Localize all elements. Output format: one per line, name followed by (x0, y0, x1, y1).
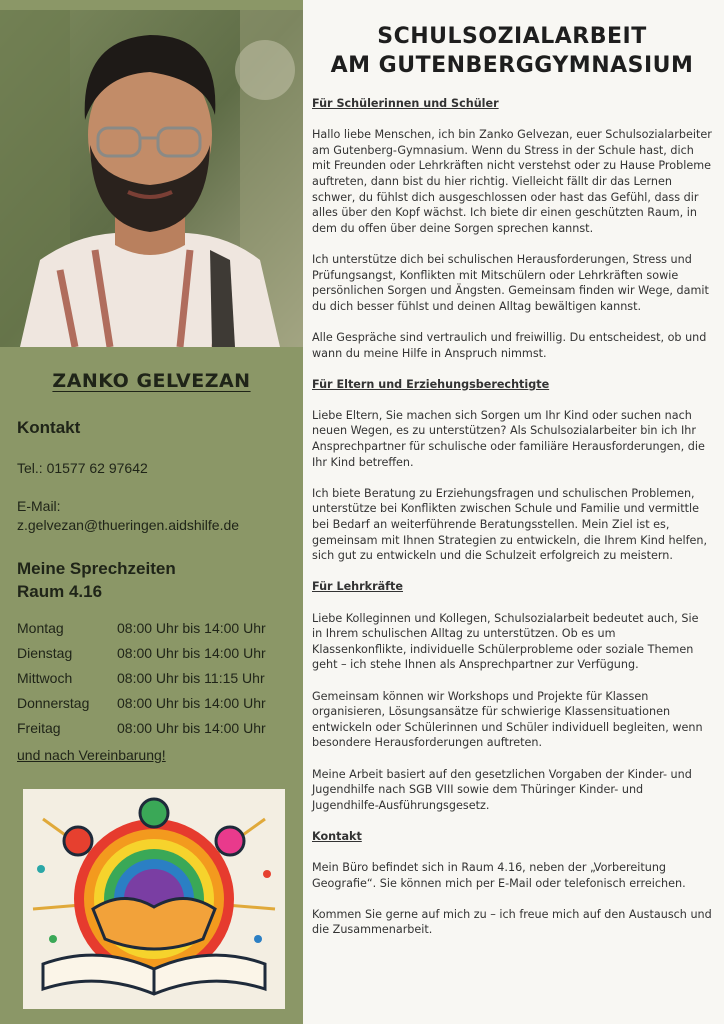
students-paragraph-1: Hallo liebe Menschen, ich bin Zanko Gelvezan, euer Schulsozialarbeiter am Gutenberg-Gymnasium. Wenn du Stress in der Schule hast, dich mit Freunden oder Lehrkräften nicht verstehst oder zu Hause Probleme auftreten, dann bist du hier richtig. Vielleicht fällt dir das Lernen schwer, du fühlst dich ausgeschlossen oder hast das Gefühl, dass dir alles über den Kopf wächst. Ich biete dir einen geschützten Raum, in dem du offen über deine Sorgen sprechen kannst. (312, 128, 712, 235)
hours-time: 08:00 Uhr bis 14:00 Uhr (117, 695, 266, 711)
phone-number: Tel.: 01577 62 97642 (17, 460, 148, 476)
email-label: E-Mail: (17, 498, 61, 514)
contact-section-heading: Kontakt (312, 829, 362, 843)
office-hours-table (17, 620, 297, 745)
hours-row (17, 720, 297, 745)
appointment-note: und nach Vereinbarung! (17, 747, 166, 763)
hours-day: Donnerstag (17, 695, 90, 711)
parents-heading: Für Eltern und Erziehungsberechtigte (312, 377, 550, 391)
profile-sidebar (0, 0, 303, 1024)
hours-row (17, 620, 297, 645)
office-hours-title: Meine Sprechzeiten (17, 559, 176, 578)
handshake-icon (23, 789, 285, 1009)
hours-day: Mittwoch (17, 670, 73, 686)
hours-row (17, 670, 297, 695)
profile-photo (0, 10, 303, 347)
hours-time: 08:00 Uhr bis 11:15 Uhr (117, 670, 265, 686)
hours-row (17, 695, 297, 720)
students-paragraph-3: Alle Gespräche sind vertraulich und freiwillig. Du entscheidest, ob und wann du meine Hilfe in Anspruch nimmst. (312, 330, 707, 360)
person-name: ZANKO GELVEZAN (52, 370, 251, 392)
students-paragraph-2: Ich unterstütze dich bei schulischen Herausforderungen, Stress und Prüfungsangst, Konflikten mit Mitschülern oder Lehrkräften sowie persönlichen Sorgen und Ängsten. Gemeinsam finden wir Wege, damit du dich besser fühlst und deinen Alltag bewältigen kannst. (312, 252, 709, 313)
hours-day: Freitag (17, 720, 61, 736)
title-line-2: AM GUTENBERGGYMNASIUM (330, 53, 694, 78)
office-hours-heading (17, 557, 176, 603)
main-content (312, 96, 712, 954)
page-title (312, 22, 712, 80)
teachers-paragraph-2: Gemeinsam können wir Workshops und Projekte für Klassen organisieren, Lösungsansätze für schwierige Klassensituationen entwickeln oder Schülerinnen und Schüler individuell begleiten, wenn besondere Herausforderungen auftreten. (312, 689, 703, 750)
portrait-illustration (0, 10, 303, 347)
parents-paragraph-2: Ich biete Beratung zu Erziehungsfragen und schulischen Problemen, unterstütze bei Konflikten zwischen Schule und Familie und vermittle bei Bedarf an weiterführende Beratungsstellen. Mein Ziel ist es, gemeinsam mit Ihnen Strategien zu entwickeln, die Ihrem Kind helfen, sich gut zu entwickeln und die Schulzeit erfolgreich zu meistern. (312, 486, 708, 563)
handshake-book-logo (23, 789, 285, 1009)
parents-paragraph-1: Liebe Eltern, Sie machen sich Sorgen um Ihr Kind oder suchen nach neuen Wegen, es zu unterstützen? Als Schulsozialarbeiter bin ich Ihr Ansprechpartner für schulische oder familiäre Herausforderungen, die Ihr Kind betreffen. (312, 408, 705, 469)
students-heading: Für Schülerinnen und Schüler (312, 97, 499, 110)
contact-paragraph-1: Mein Büro befindet sich in Raum 4.16, neben der „Vorbereitung Geografie“. Sie können mich per E-Mail oder telefonisch erreichen. (312, 861, 686, 890)
contact-paragraph-2: Kommen Sie gerne auf mich zu – ich freue mich auf den Austausch und die Zusammenarbeit. (312, 907, 712, 937)
hours-time: 08:00 Uhr bis 14:00 Uhr (117, 720, 266, 736)
hours-day: Montag (17, 620, 64, 636)
teachers-paragraph-3: Meine Arbeit basiert auf den gesetzlichen Vorgaben der Kinder- und Jugendhilfe nach SGB VIII sowie dem Thüringer Kinder- und Jugendhilfe-Ausführungsgesetz. (312, 767, 692, 812)
room-number: Raum 4.16 (17, 582, 103, 601)
title-line-1: SCHULSOZIALARBEIT (377, 24, 647, 49)
hours-day: Dienstag (17, 645, 73, 661)
contact-heading: Kontakt (17, 418, 81, 437)
hours-time: 08:00 Uhr bis 14:00 Uhr (117, 620, 266, 636)
hours-row (17, 645, 297, 670)
hours-time: 08:00 Uhr bis 14:00 Uhr (117, 645, 266, 661)
teachers-heading: Für Lehrkräfte (312, 580, 403, 594)
email-address: z.gelvezan@thueringen.aidshilfe.de (17, 517, 240, 533)
teachers-paragraph-1: Liebe Kolleginnen und Kollegen, Schulsozialarbeit bedeutet auch, Sie in Ihrem schulischen Alltag zu unterstützen. Ob es um Klassenkonflikte, individuelle Schülerprobleme oder soziale Themen geht – ich stehe Ihnen als Ansprechpartner zur Verfügung. (312, 611, 699, 672)
